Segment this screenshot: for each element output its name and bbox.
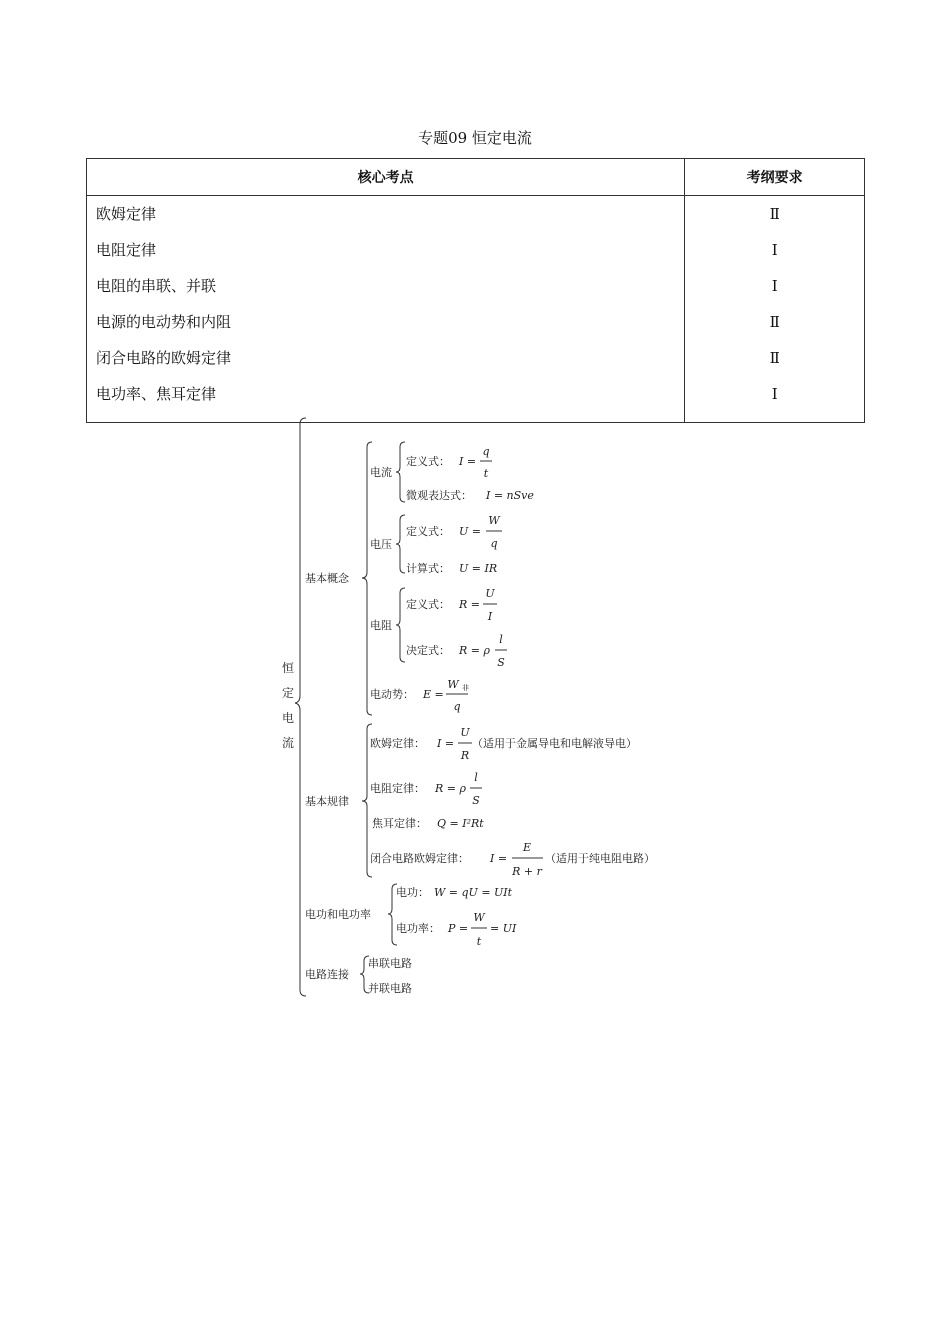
power-label: 电功率： — [396, 922, 440, 935]
resistance-def-den: I — [487, 610, 493, 623]
law-closed-label: 闭合电路欧姆定律： — [370, 852, 469, 865]
emf-num-subscript: 非 — [462, 684, 469, 692]
law-closed-lhs: I = — [490, 852, 508, 865]
law-resistance-den: S — [472, 794, 480, 807]
voltage-def-num: W — [488, 514, 500, 527]
brace-resistance — [396, 588, 405, 662]
law-closed-den: R + r — [512, 865, 542, 878]
power-lhs: P = — [448, 922, 469, 935]
voltage-def-lhs: U = — [459, 525, 481, 538]
law-ohm-note: （适用于金属导电和电解液导电） — [472, 737, 637, 750]
level-item: Ⅱ — [769, 205, 780, 223]
node-voltage: 电压 — [370, 538, 392, 551]
work-formula: W = qU = UIt — [434, 886, 513, 899]
node-resistance: 电阻 — [370, 619, 392, 632]
root-label — [282, 660, 294, 750]
resistance-det-label: 决定式： — [406, 644, 450, 657]
topic-item: 电功率、焦耳定律 — [96, 385, 217, 403]
resistance-det-num: l — [499, 633, 503, 646]
branch-connection: 电路连接 — [305, 968, 349, 981]
resistance-det-den: S — [497, 656, 505, 669]
brace-voltage — [396, 515, 405, 573]
topic-item: 闭合电路的欧姆定律 — [96, 349, 232, 367]
power-den: t — [476, 935, 482, 948]
voltage-def-label: 定义式： — [406, 525, 450, 538]
current-def-lhs: I = — [459, 455, 477, 468]
resistance-def-num: U — [485, 587, 495, 600]
topic-item: 电阻的串联、并联 — [96, 277, 217, 295]
voltage-calc-label: 计算式： — [406, 562, 450, 575]
law-joule-formula: Q = I²Rt — [437, 817, 484, 830]
current-def-den: t — [483, 467, 489, 480]
current-def-num: q — [482, 445, 490, 458]
level-item: Ⅱ — [769, 349, 780, 367]
law-ohm-num: U — [460, 726, 470, 739]
power-num: W — [473, 911, 485, 924]
voltage-def-den: q — [490, 537, 498, 550]
topic-item: 欧姆定律 — [96, 205, 157, 223]
node-emf: 电动势： — [370, 688, 414, 701]
topic-item: 电源的电动势和内阻 — [96, 313, 232, 331]
law-resistance-lhs: R = ρ — [435, 782, 466, 795]
current-def-label: 定义式： — [406, 455, 450, 468]
current-micro-formula: I = nSve — [486, 489, 534, 502]
law-closed-num: E — [522, 841, 532, 854]
parallel-circuit: 并联电路 — [368, 982, 412, 995]
emf-den: q — [453, 700, 461, 713]
emf-lhs: E = — [423, 688, 444, 701]
document-title: 专题09 恒定电流 — [418, 129, 532, 147]
law-ohm-lhs: I = — [437, 737, 455, 750]
resistance-def-lhs: R = — [459, 598, 480, 611]
resistance-def-label: 定义式： — [406, 598, 450, 611]
header-core-topics: 核心考点 — [87, 159, 685, 196]
series-circuit: 串联电路 — [368, 957, 412, 970]
topic-item: 电阻定律 — [96, 241, 157, 259]
law-resistance-num: l — [474, 771, 478, 784]
level-item: Ⅰ — [771, 277, 778, 295]
law-ohm-label: 欧姆定律： — [370, 737, 425, 750]
law-ohm-den: R — [460, 749, 470, 762]
law-closed-note: （适用于纯电阻电路） — [545, 852, 655, 865]
header-requirement: 考纲要求 — [685, 159, 865, 196]
level-item: Ⅱ — [769, 313, 780, 331]
resistance-det-lhs: R = ρ — [459, 644, 490, 657]
svg-text:恒定电流: 恒定电流 — [282, 661, 295, 750]
branch-work-power: 电功和电功率 — [305, 908, 371, 921]
law-joule-label: 焦耳定律： — [372, 817, 427, 830]
emf-num: W — [447, 678, 459, 691]
brace-basic-concepts — [362, 442, 372, 715]
current-micro-label: 微观表达式： — [406, 489, 472, 502]
level-item: Ⅰ — [771, 385, 778, 403]
power-rhs: = UI — [490, 922, 517, 935]
voltage-calc-formula: U = IR — [459, 562, 498, 575]
level-item: Ⅰ — [771, 241, 778, 259]
branch-basic-concepts: 基本概念 — [305, 572, 349, 585]
brace-current — [396, 442, 405, 502]
branch-basic-laws: 基本规律 — [305, 795, 349, 808]
work-label: 电功： — [396, 886, 429, 899]
node-current: 电流 — [370, 466, 392, 479]
law-resistance-label: 电阻定律： — [370, 782, 425, 795]
